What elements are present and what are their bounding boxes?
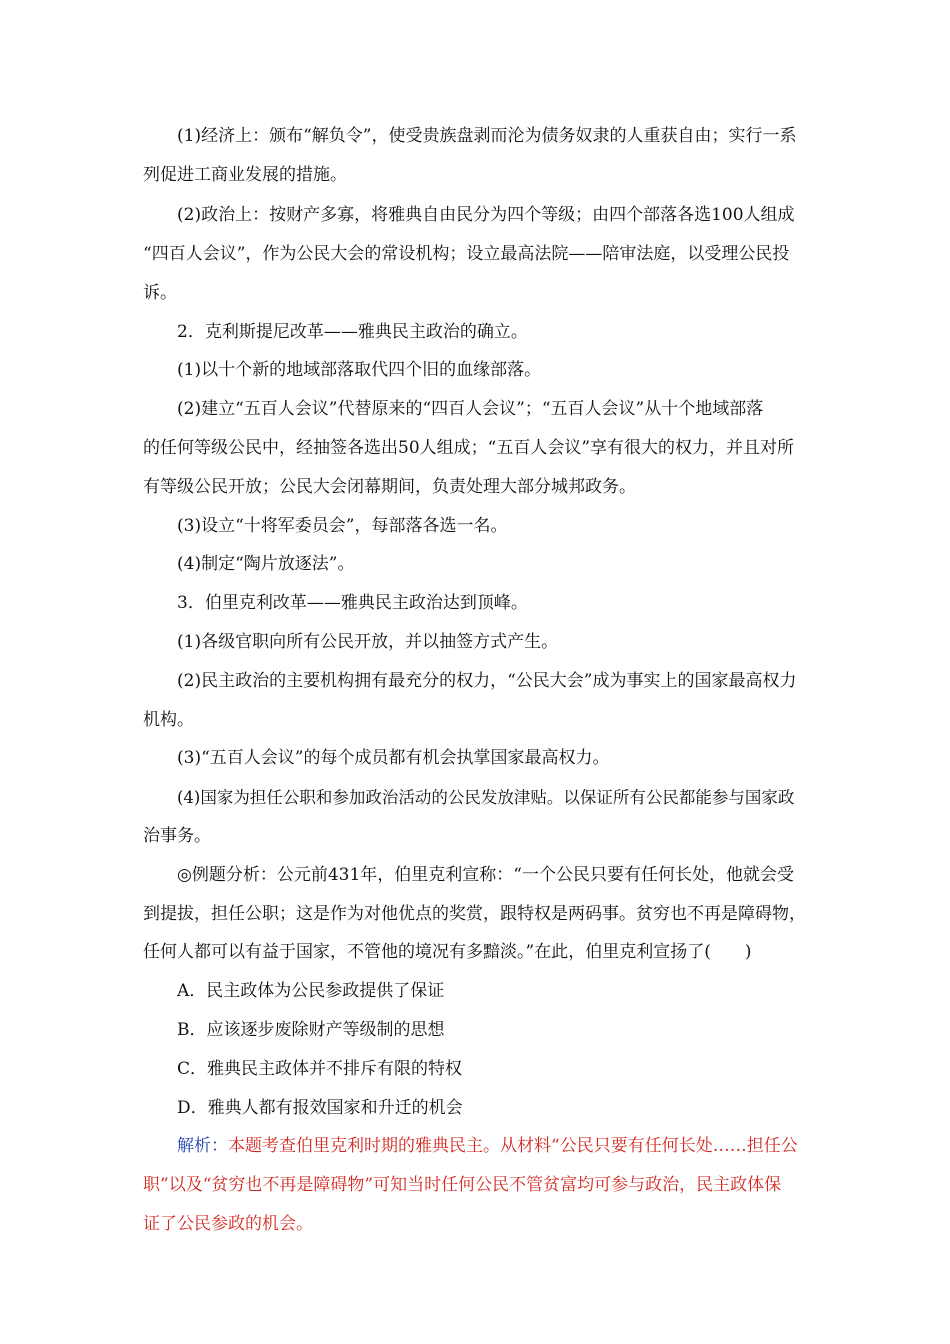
section-heading-pericles: [143, 584, 811, 623]
text-line: 机构。: [143, 710, 194, 730]
list-item-cont: [143, 468, 811, 507]
paragraph-economy-cont: [143, 156, 811, 195]
analysis-text: 职”以及“贫穷也不再是障碍物”可知当时任何公民不管贫富均可参与政治，民主政体保: [143, 1175, 782, 1195]
list-item: [143, 545, 811, 584]
text-line: 诉。: [143, 283, 177, 303]
option-text: C．雅典民主政体并不排斥有限的特权: [177, 1059, 463, 1079]
text-line: (4)制定“陶片放逐法”。: [177, 554, 355, 574]
analysis-text: 证了公民参政的机会。: [143, 1214, 313, 1234]
example-question-cont: [143, 933, 811, 972]
text-line: (3)设立“十将军委员会”，每部落各选一名。: [177, 516, 508, 536]
text-line: (2)民主政治的主要机构拥有最充分的权力，“公民大会”成为事实上的国家最高权力: [177, 671, 797, 691]
text-line: (1)经济上：颁布“解负令”，使受贵族盘剥而沦为债务奴隶的人重获自由；实行一系: [177, 126, 797, 146]
list-item-cont: [143, 701, 811, 740]
text-line: ◎例题分析：公元前431年，伯里克利宣称：“一个公民只要有任何长处，他就会受: [177, 865, 794, 885]
option-c: [143, 1050, 811, 1089]
text-line: (2)建立“五百人会议”代替原来的“四百人会议”；“五百人会议”从十个地域部落: [177, 399, 764, 419]
text-line: (2)政治上：按财产多寡，将雅典自由民分为四个等级；由四个部落各选100人组成: [177, 205, 795, 225]
list-item: [143, 623, 811, 662]
analysis-cont: [143, 1166, 811, 1205]
option-a: [143, 972, 811, 1011]
text-line: 列促进工商业发展的措施。: [143, 165, 347, 185]
text-line: 到提拔，担任公职；这是作为对他优点的奖赏，跟特权是两码事。贫穷也不再是障碍物，: [143, 904, 806, 924]
option-b: [143, 1011, 811, 1050]
text-line: 3．伯里克利改革——雅典民主政治达到顶峰。: [177, 593, 528, 613]
option-text: B．应该逐步废除财产等级制的思想: [177, 1020, 445, 1040]
text-line: 有等级公民开放；公民大会闭幕期间，负责处理大部分城邦政务。: [143, 477, 636, 497]
list-item: [143, 507, 811, 546]
example-question-cont: [143, 895, 811, 934]
paragraph-economy: [143, 117, 811, 156]
text-line: (1)以十个新的地域部落取代四个旧的血缘部落。: [177, 360, 542, 380]
list-item: [143, 390, 811, 429]
analysis-text: 本题考查伯里克利时期的雅典民主。从材料“公民只要有任何长处……担任公: [228, 1136, 798, 1156]
text-line: 任何人都可以有益于国家，不管他的境况有多黯淡。”在此，伯里克利宣扬了( ): [143, 942, 752, 962]
text-line: “四百人会议”，作为公民大会的常设机构；设立最高法院——陪审法庭，以受理公民投: [143, 244, 790, 264]
analysis-label: 解析：: [177, 1136, 228, 1156]
text-line: 治事务。: [143, 826, 211, 846]
text-line: (4)国家为担任公职和参加政治活动的公民发放津贴。以保证所有公民都能参与国家政: [177, 788, 795, 807]
text-line: (1)各级官职向所有公民开放，并以抽签方式产生。: [177, 632, 559, 652]
option-d: [143, 1089, 811, 1128]
text-line: 的任何等级公民中，经抽签各选出50人组成；“五百人会议”享有很大的权力，并且对所: [143, 438, 795, 458]
option-text: A．民主政体为公民参政提供了保证: [177, 981, 445, 1001]
option-text: D．雅典人都有报效国家和升迁的机会: [177, 1098, 463, 1118]
list-item-cont: [143, 817, 811, 856]
analysis: [143, 1127, 811, 1166]
list-item-cont: [143, 429, 811, 468]
list-item: [143, 739, 811, 778]
paragraph-politics-cont: [143, 274, 811, 313]
list-item: [143, 662, 811, 701]
paragraph-politics: [143, 196, 811, 235]
list-item: [143, 351, 811, 390]
section-heading-cleisthenes: [143, 313, 811, 352]
analysis-cont: [143, 1205, 811, 1244]
text-line: 2．克利斯提尼改革——雅典民主政治的确立。: [177, 322, 528, 342]
paragraph-politics-cont: [143, 235, 811, 274]
list-item: [143, 778, 811, 817]
text-line: (3)“五百人会议”的每个成员都有机会执掌国家最高权力。: [177, 748, 610, 768]
example-question: [143, 856, 811, 895]
